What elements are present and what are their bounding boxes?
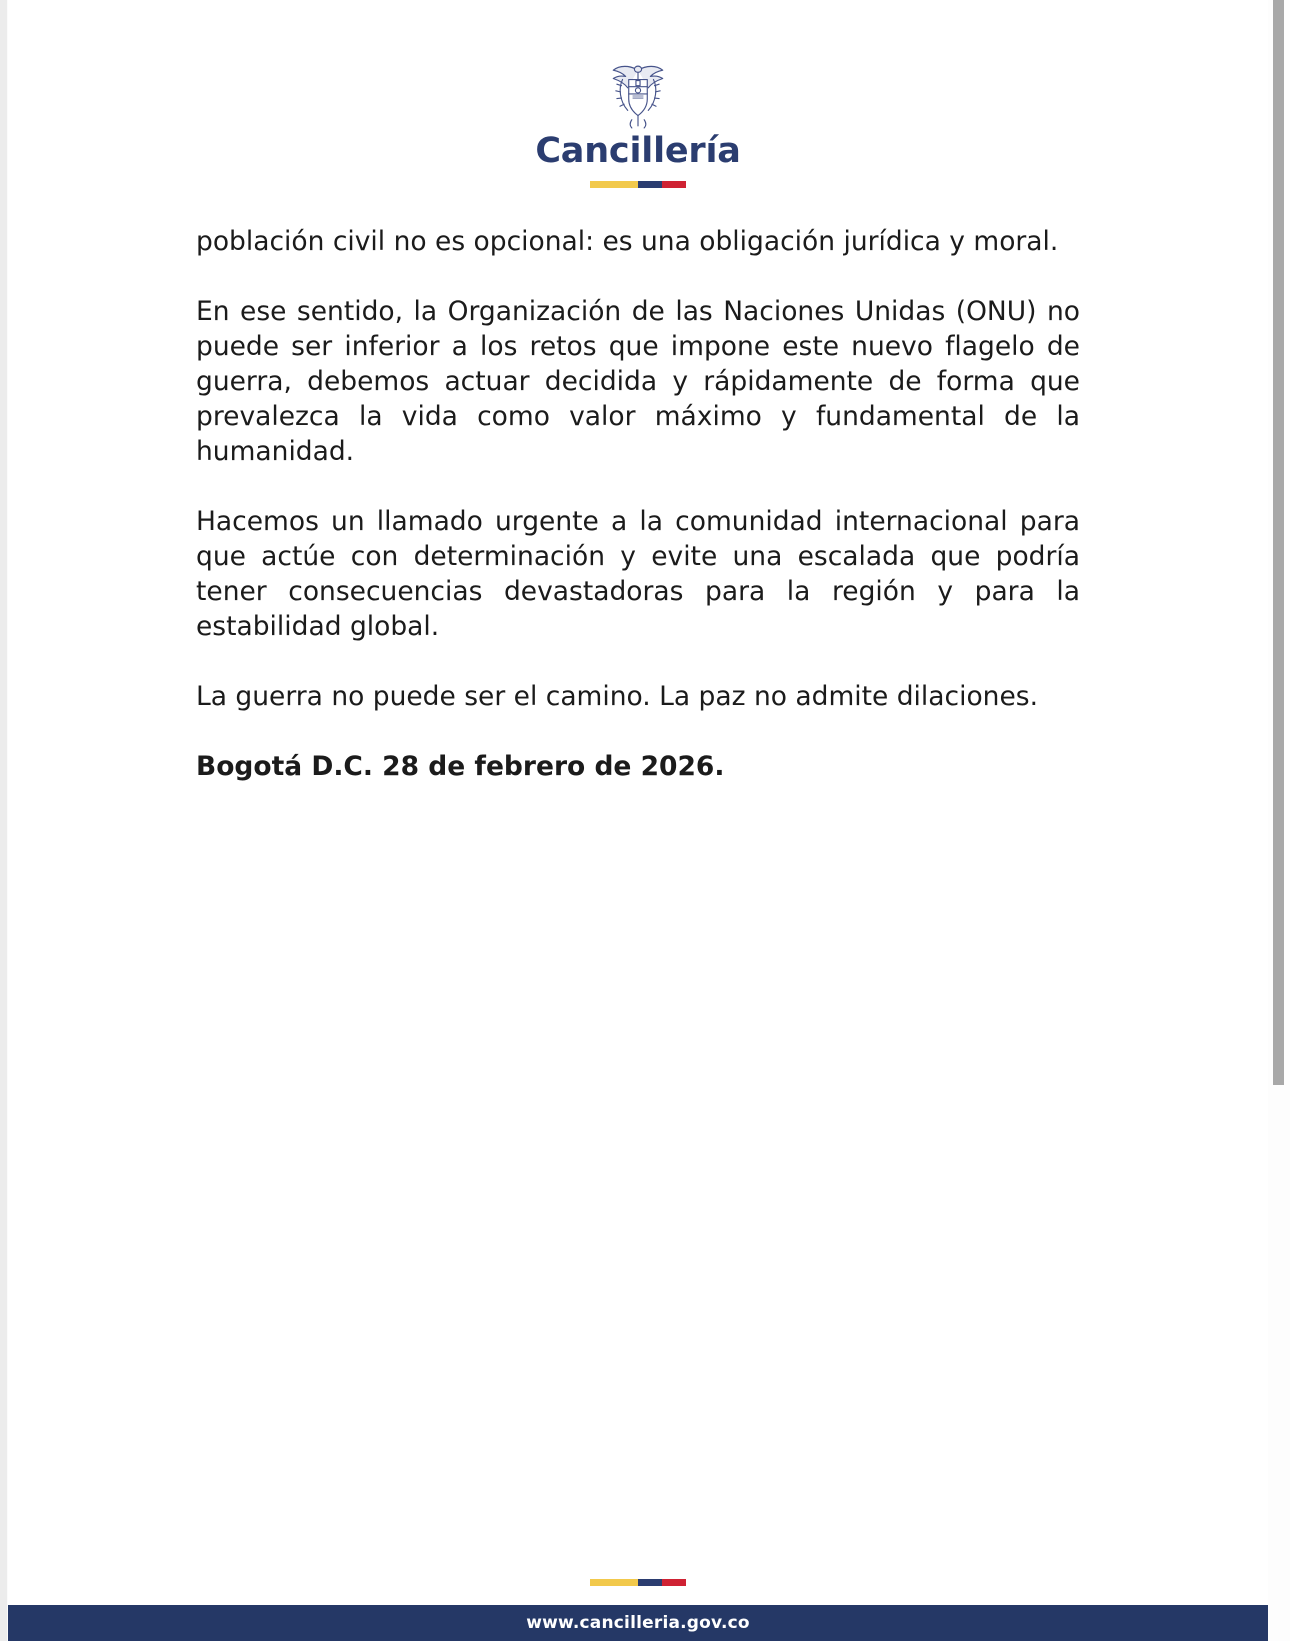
paragraph-guerra: La guerra no puede ser el camino. La paz no admite dilaciones. (196, 681, 1038, 712)
footer-flag-band-red (662, 1579, 686, 1586)
document-footer (8, 1605, 1268, 1641)
paragraph-onu: En ese sentido, la Organización de las Naciones Unidas (ONU) no puede ser inferior a los retos que impone este nuevo flagelo de guerra, debemos actuar decidida y rápidamente de forma que prevalezca la vida como valor máximo y fundamental de la humanidad. (196, 296, 1080, 467)
footer-flag-bar (590, 1579, 686, 1586)
document-header (8, 0, 1268, 188)
colombia-coat-of-arms-icon (607, 62, 669, 130)
header-flag-bar (590, 181, 686, 188)
flag-band-yellow (590, 181, 638, 188)
document-body (196, 188, 1080, 784)
left-gutter (0, 0, 8, 1641)
footer-flag-band-blue (638, 1579, 662, 1586)
document-page (8, 0, 1268, 1641)
footer-website-url[interactable]: www.cancilleria.gov.co (526, 1613, 750, 1633)
footer-flag-band-yellow (590, 1579, 638, 1586)
vertical-scrollbar-thumb[interactable] (1273, 0, 1284, 1085)
paragraph-llamado: Hacemos un llamado urgente a la comunidad internacional para que actúe con determinación y evite una escalada que podría tener consecuencias devastadoras para la región y para la estabilidad global. (196, 506, 1080, 642)
vertical-scrollbar[interactable] (1268, 0, 1290, 1641)
flag-band-blue (638, 181, 662, 188)
paragraph-poblacion-civil: población civil no es opcional: es una obligación jurídica y moral. (196, 226, 1059, 257)
dateline: Bogotá D.C. 28 de febrero de 2026. (196, 751, 725, 782)
brand-wordmark: Cancillería (535, 131, 741, 171)
flag-band-red (662, 181, 686, 188)
